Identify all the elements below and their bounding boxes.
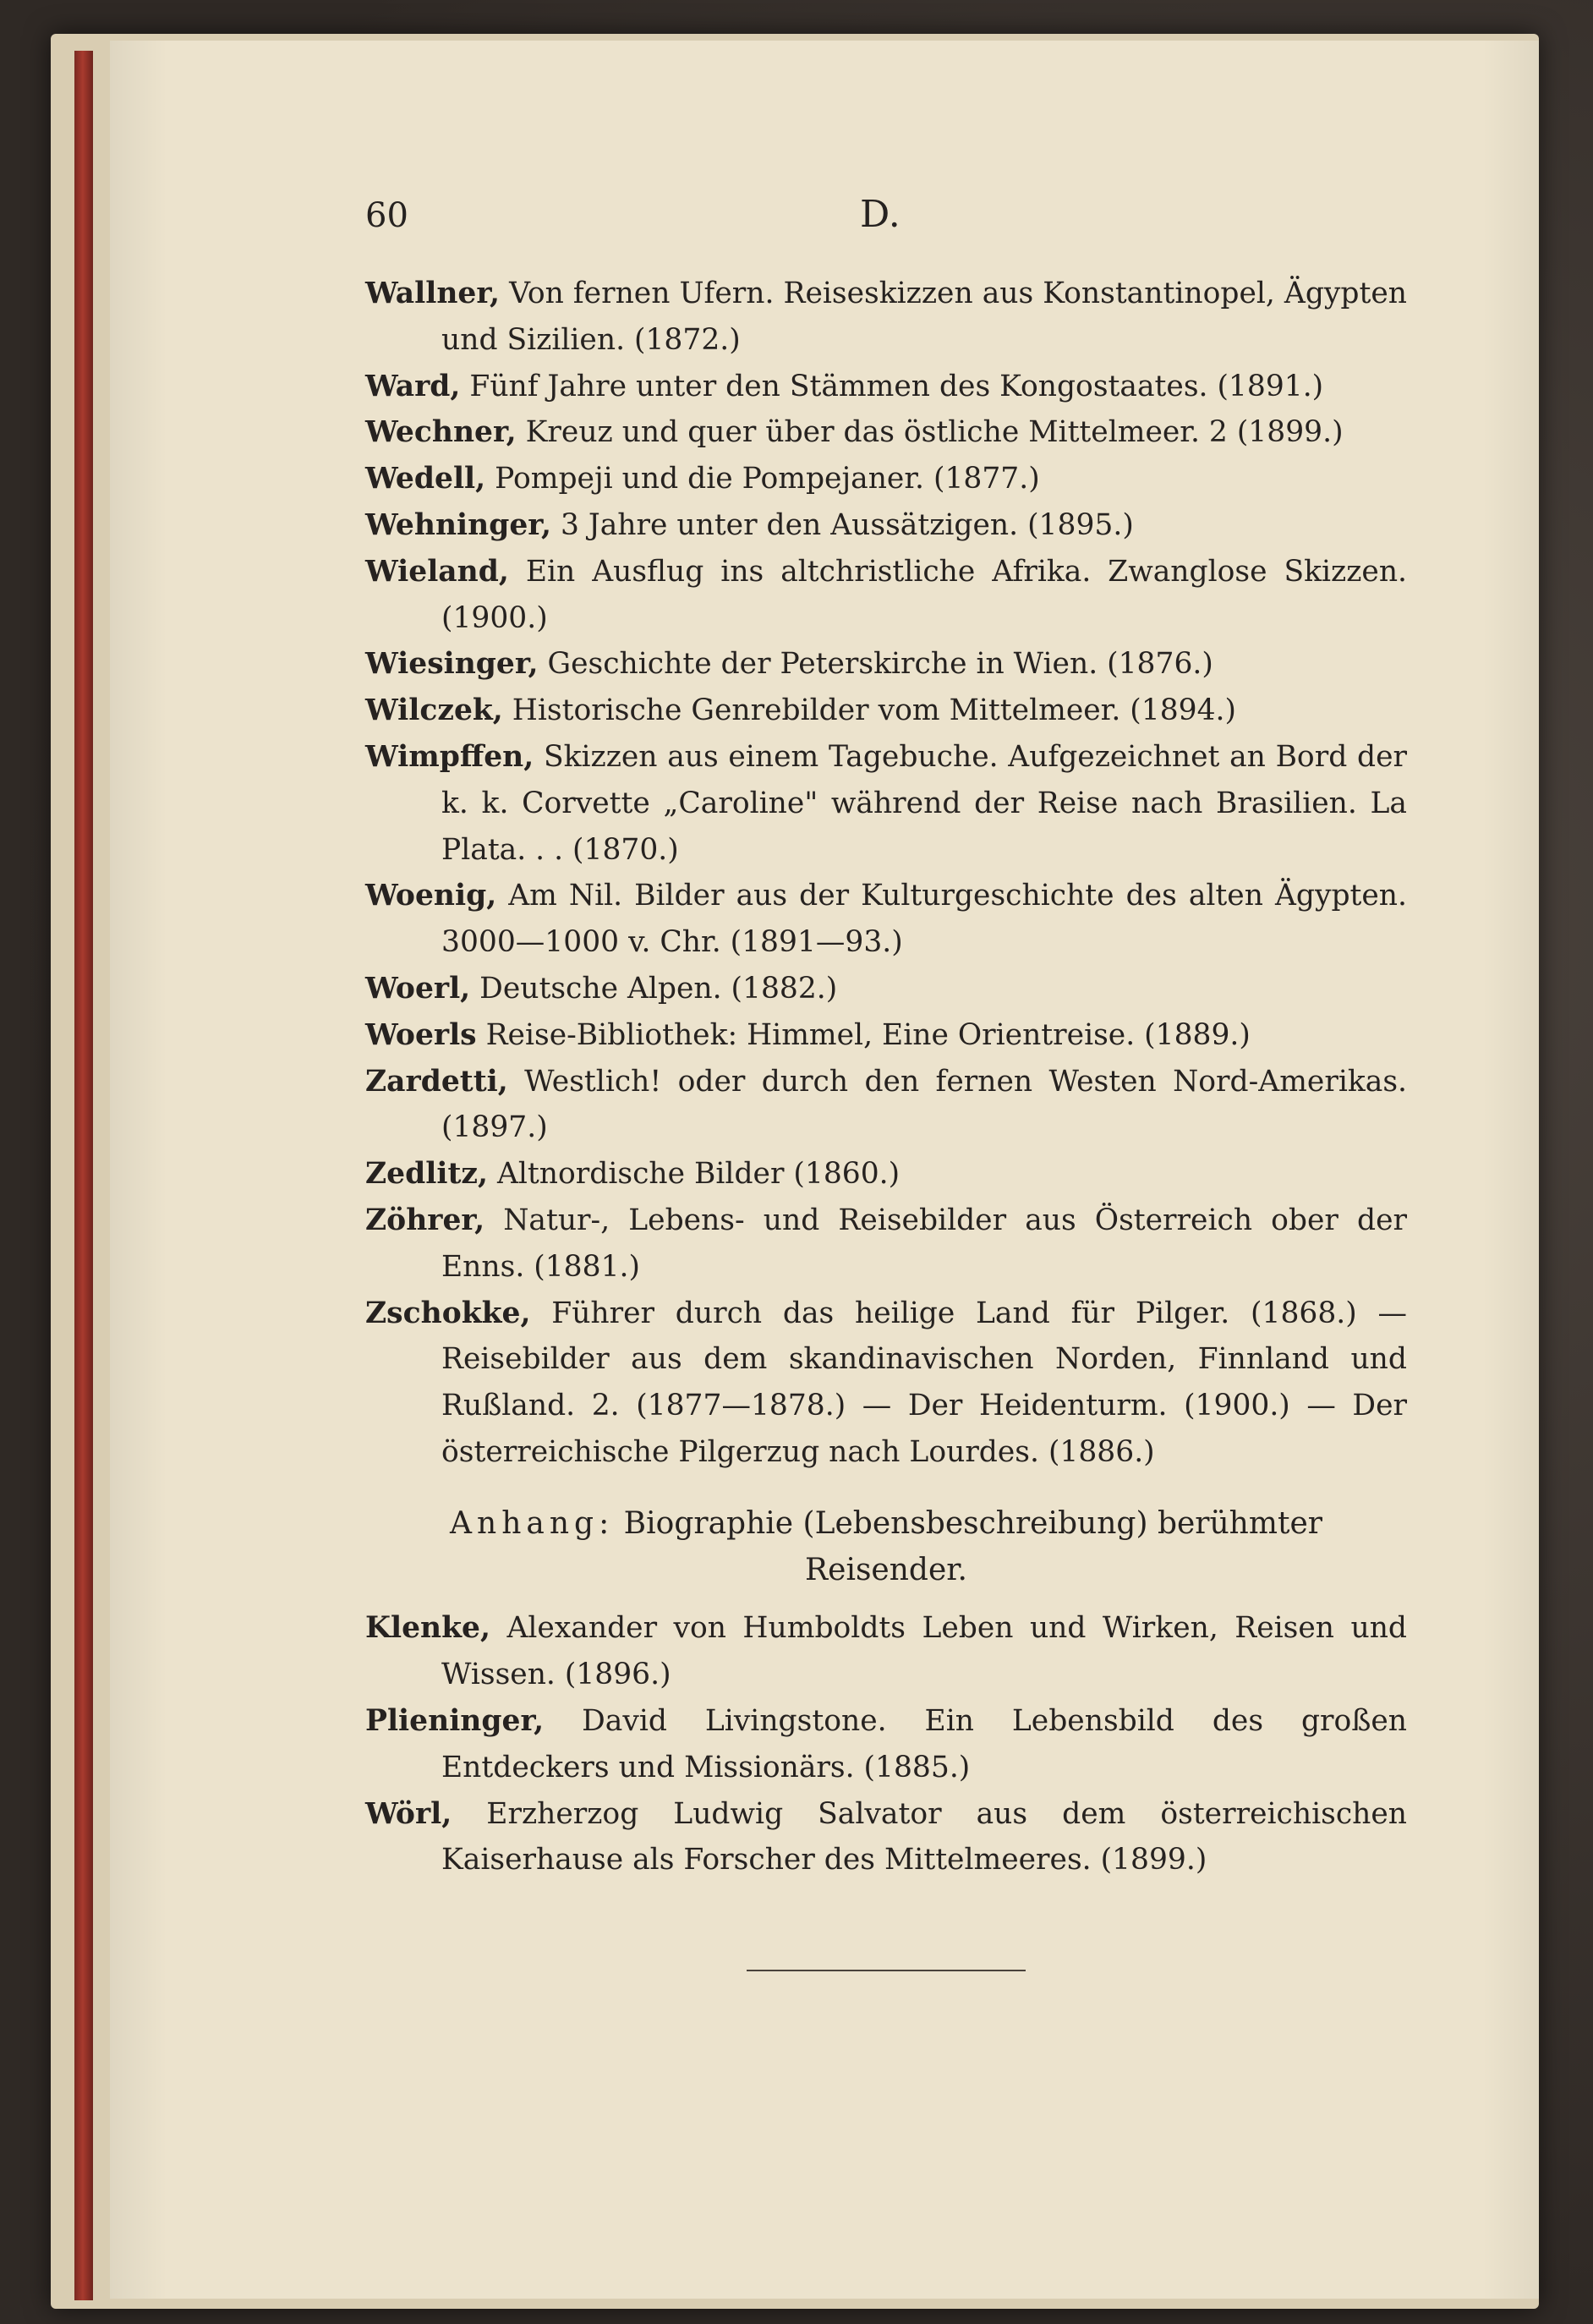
page-header (365, 178, 1407, 262)
appendix-title: Biographie (Lebensbeschreibung) berühmter Reisender. (623, 1505, 1322, 1587)
list-item (365, 1605, 1407, 1698)
appendix-label: Anhang: (450, 1505, 615, 1541)
list-item (365, 364, 1407, 410)
author-name: Wallner, (365, 277, 501, 310)
entry-text: Deutsche Alpen. (1882.) (479, 971, 838, 1006)
entry-text: Am Nil. Bilder aus der Kulturgeschichte des alten Ägypten. 3000—1000 v. Chr. (1891—93.) (441, 879, 1407, 960)
list-item (365, 641, 1407, 688)
author-name: Woerls (365, 1017, 477, 1052)
list-item (365, 1151, 1407, 1198)
entry-text: Pompeji und die Pompejaner. (1877.) (495, 462, 1040, 496)
entry-text: Von fernen Ufern. Reiseskizzen aus Konstantinopel, Ägypten und Sizilien. (1872.) (441, 277, 1407, 357)
author-name: Woerl, (365, 971, 471, 1006)
book-spine (74, 51, 93, 2300)
list-item (365, 271, 1407, 364)
entry-text: Altnordische Bilder (1860.) (496, 1157, 901, 1192)
list-item (365, 873, 1407, 966)
author-name: Wörl, (365, 1796, 452, 1831)
author-name: Klenke, (365, 1611, 490, 1646)
entry-text: Westlich! oder durch den fernen Westen Nord-Amerikas. (1897.) (441, 1064, 1407, 1145)
entry-text: Führer durch das heilige Land für Pilger. (1868.) — Reisebilder aus dem skandinavischen Norden, Finnland und Rußland. 2. (1877—1878.) — Der Heidenturm. (1900.) — Der österreichische Pilgerzug nach Lourdes. (1886.) (441, 1296, 1407, 1469)
page-number: 60 (365, 196, 408, 235)
author-name: Zschokke, (365, 1296, 531, 1330)
author-name: Woenig, (365, 879, 497, 913)
author-name: Zedlitz, (365, 1157, 489, 1192)
author-name: Wieland, (365, 554, 509, 589)
section-letter: D. (860, 193, 901, 236)
entry-text: 3 Jahre unter den Aussätzigen. (1895.) (560, 507, 1134, 542)
author-name: Wechner, (365, 415, 517, 450)
author-name: Zardetti, (365, 1064, 508, 1099)
entry-text: Skizzen aus einem Tagebuche. Aufgezeichnet an Bord der k. k. Corvette „Caroline" während der Reise nach Brasilien. La Plata. . . (1870.) (441, 739, 1407, 867)
page-content (365, 178, 1408, 1877)
list-item (365, 1291, 1407, 1476)
appendix-heading (365, 1501, 1407, 1594)
list-item (365, 549, 1407, 642)
entry-text: David Livingstone. Ein Lebensbild des großen Entdeckers und Missionärs. (1885.) (441, 1703, 1408, 1784)
list-item (365, 734, 1407, 873)
list-item (365, 966, 1407, 1012)
entry-text: Fünf Jahre unter den Stämmen des Kongostaates. (1891.) (469, 369, 1324, 403)
list-item (365, 456, 1407, 502)
list-item (365, 1012, 1407, 1059)
list-item (365, 1059, 1407, 1152)
entry-text: Geschichte der Peterskirche in Wien. (1876.) (547, 647, 1213, 682)
list-item (365, 688, 1407, 734)
entry-text: Ein Ausflug ins altchristliche Afrika. Zwanglose Skizzen. (1900.) (441, 554, 1408, 635)
author-name: Wilczek, (365, 693, 503, 728)
end-rule-divider (747, 1970, 1026, 1971)
list-item (365, 1198, 1407, 1291)
entry-text: Historische Genrebilder vom Mittelmeer. (1894.) (512, 693, 1236, 728)
author-name: Wehninger, (365, 507, 551, 542)
list-item (365, 1698, 1407, 1791)
author-name: Wiesinger, (365, 647, 539, 682)
list-item (365, 1791, 1407, 1884)
author-name: Ward, (365, 369, 461, 403)
author-name: Zöhrer, (365, 1203, 485, 1237)
author-name: Wedell, (365, 462, 486, 496)
entry-text: Kreuz und quer über das östliche Mittelmeer. 2 (1899.) (525, 415, 1344, 450)
entry-text: Erzherzog Ludwig Salvator aus dem österreichischen Kaiserhause als Forscher des Mittelmeeres. (1899.) (441, 1796, 1407, 1877)
list-item (365, 502, 1407, 549)
entry-text: Alexander von Humboldts Leben und Wirken, Reisen und Wissen. (1896.) (441, 1611, 1407, 1692)
entry-text: Reise-Bibliothek: Himmel, Eine Orientreise. (1889.) (485, 1017, 1251, 1052)
list-item (365, 409, 1407, 456)
bibliography-list (365, 271, 1407, 1971)
author-name: Plieninger, (365, 1703, 545, 1738)
author-name: Wimpffen, (365, 739, 534, 774)
entry-text: Natur-, Lebens- und Reisebilder aus Österreich ober der Enns. (1881.) (441, 1203, 1407, 1284)
